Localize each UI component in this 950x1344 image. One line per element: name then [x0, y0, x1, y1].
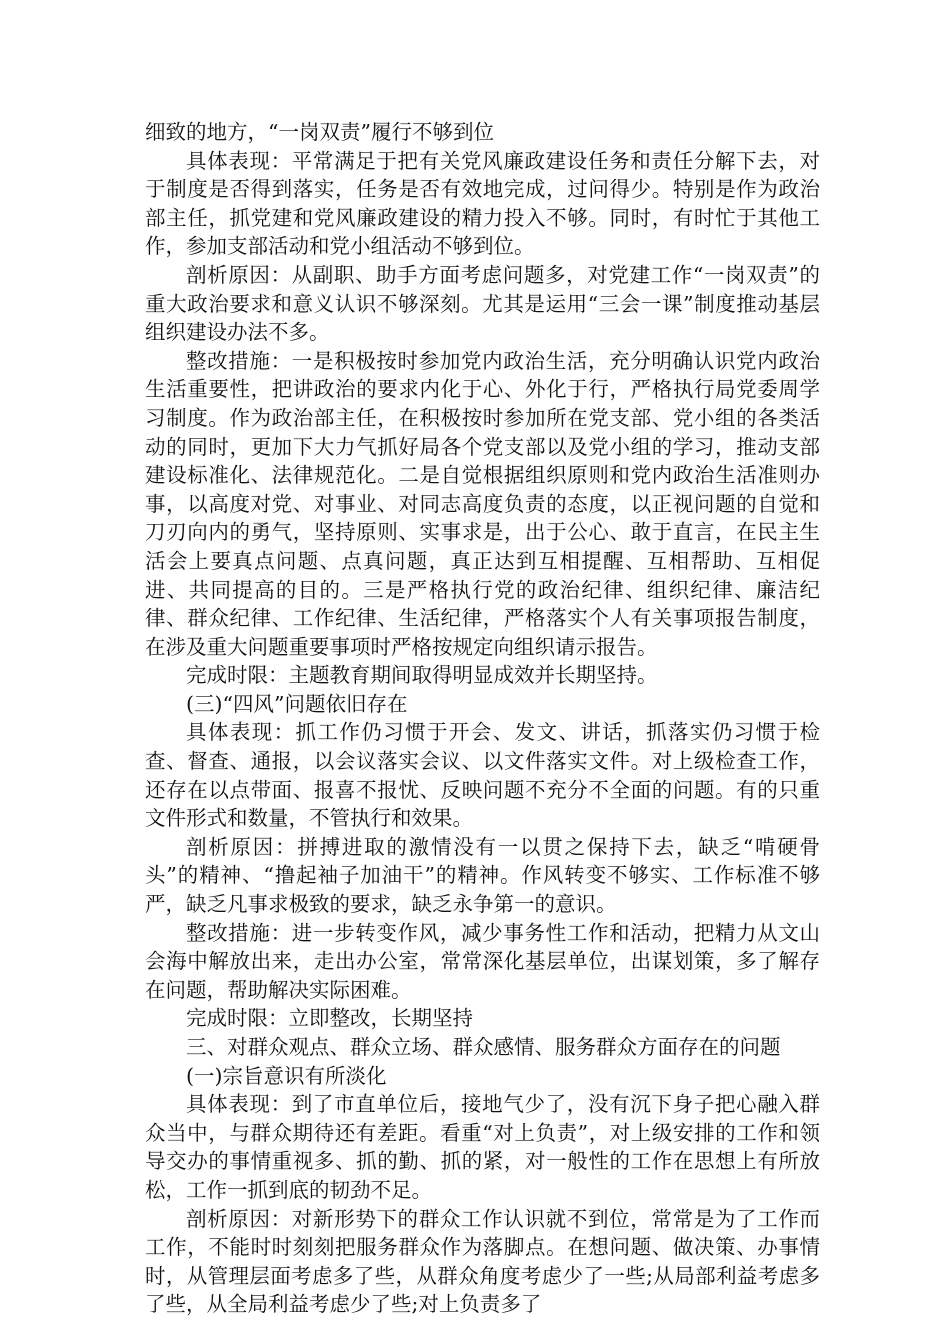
paragraph-1: 细致的地方，“一岗双责”履行不够到位 [145, 120, 494, 144]
section-heading-main-3: 三、对群众观点、群众立场、群众感情、服务群众方面存在的问题 [186, 1035, 781, 1059]
paragraph-3: 剖析原因：从副职、助手方面考虑问题多，对党建工作“一岗双责”的重大政治要求和意义认识不够深刻。尤其是运用“三会一课”制度推动基层组织建设办法不多。 [145, 262, 820, 345]
paragraph-7: 具体表现：抓工作仍习惯于开会、发文、讲话，抓落实仍习惯于检查、督查、通报，以会议落实会议、以文件落实文件。对上级检查工作，还存在以点带面、报喜不报忧、反映问题不充分不全面的问题。有的只重文件形式和数量，不管执行和效果。 [145, 720, 820, 831]
document-body [145, 118, 820, 1319]
paragraph-13: 具体表现：到了市直单位后，接地气少了，没有沉下身子把心融入群众当中，与群众期待还有差距。看重“对上负责”，对上级安排的工作和领导交办的事情重视多、抓的勤、抓的紧，对一般性的工作在思想上有所放松，工作一抓到底的韧劲不足。 [145, 1092, 820, 1202]
section-heading-3: (三)“四风”问题依旧存在 [186, 691, 408, 716]
paragraph-14: 剖析原因：对新形势下的群众工作认识就不到位，常常是为了工作而工作，不能时时刻刻把服务群众作为落脚点。在想问题、做决策、办事情时，从管理层面考虑多了些，从群众角度考虑少了一些;从局部利益考虑多了些，从全局利益考虑少了些;对上负责多了 [145, 1206, 820, 1317]
paragraph-8: 剖析原因：拼搏进取的激情没有一以贯之保持下去，缺乏“啃硬骨头”的精神、“撸起袖子加油干”的精神。作风转变不够实、工作标准不够严，缺乏凡事求极致的要求，缺乏永争第一的意识。 [145, 834, 820, 917]
paragraph-2: 具体表现：平常满足于把有关党风廉政建设任务和责任分解下去，对于制度是否得到落实，任务是否有效地完成，过问得少。特别是作为政治部主任，抓党建和党风廉政建设的精力投入不够。同时，有时忙于其他工作，参加支部活动和党小组活动不够到位。 [145, 148, 820, 259]
paragraph-5: 完成时限：主题教育期间取得明显成效并长期坚持。 [186, 663, 658, 688]
section-heading-1: (一)宗旨意识有所淡化 [186, 1063, 387, 1088]
paragraph-10: 完成时限：立即整改，长期坚持 [186, 1006, 473, 1031]
paragraph-4: 整改措施：一是积极按时参加党内政治生活，充分明确认识党内政治生活重要性，把讲政治的要求内化于心、外化于行，严格执行局党委周学习制度。作为政治部主任，在积极按时参加所在党支部、党小组的各类活动的同时，更加下大力气抓好局各个党支部以及党小组的学习，推动支部建设标准化、法律规范化。二是自觉根据组织原则和党内政治生活准则办事，以高度对党、对事业、对同志高度负责的态度，以正视问题的自觉和刀刃向内的勇气，坚持原则、实事求是，出于公心、敢于直言，在民主生活会上要真点问题、点真问题，真正达到互相提醒、互相帮助、互相促进、共同提高的目的。三是严格执行党的政治纪律、组织纪律、廉洁纪律、群众纪律、工作纪律、生活纪律，严格落实个人有关事项报告制度，在涉及重大问题重要事项时严格按规定向组织请示报告。 [145, 348, 820, 659]
paragraph-9: 整改措施：进一步转变作风，减少事务性工作和活动，把精力从文山会海中解放出来，走出办公室，常常深化基层单位，出谋划策，多了解存在问题，帮助解决实际困难。 [145, 920, 820, 1002]
